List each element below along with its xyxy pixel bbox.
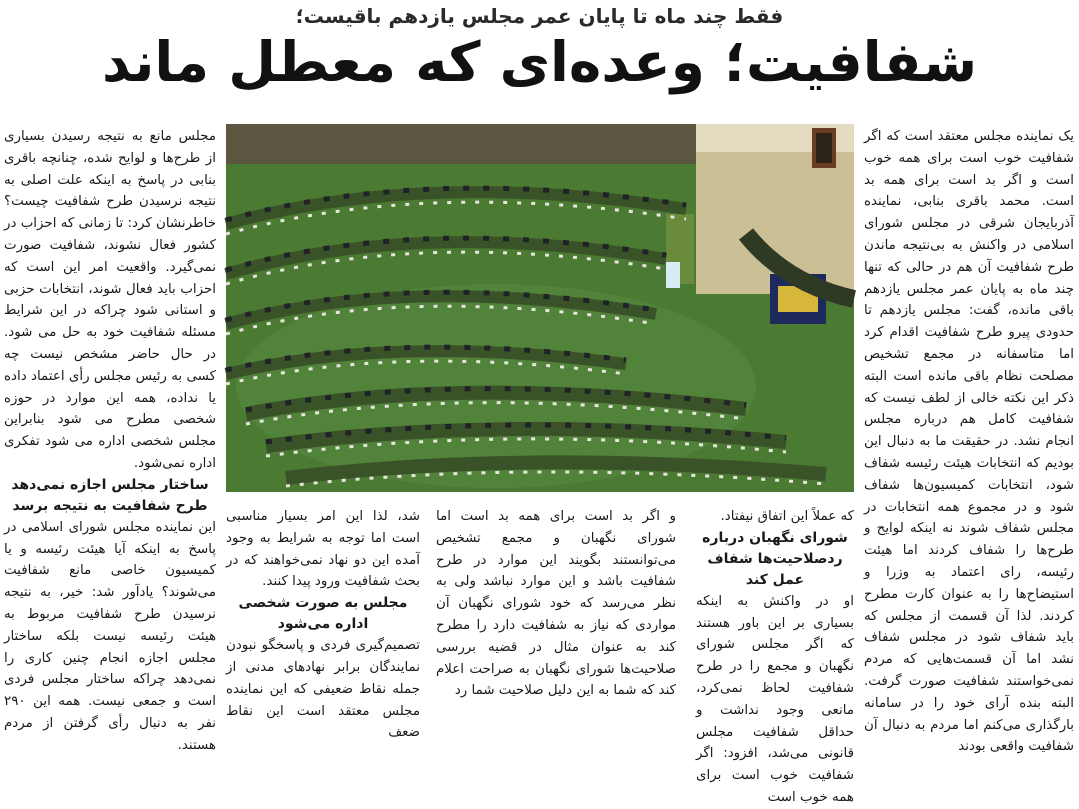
subheading-left: ساختار مجلس اجازه نمی‌دهد طرح شفافیت به نتیجه برسد	[11, 476, 209, 514]
column-bottom-1-text-top: که عملاً این اتفاق نیفتاد.	[720, 509, 854, 524]
photo-illustration	[226, 124, 854, 492]
column-right-text: یک نماینده مجلس معتقد است که اگر شفافیت خوب است برای همه خوب است و اگر بد است برای همه بد است. محمد باقری بنابی، نماینده آذربایجان شرقی در مجلس شورای اسلامی در واکنش به بی‌نتیجه ماندن طرح شفافیت آن هم در حالی که تنها چند ماه به پایان عمر مجلس یازدهم باقی مانده، گفت: مجلس یازدهم تا حدودی پیرو طرح شفافیت اقدام کرد اما متاسفانه در مجمع تشخیص مصلحت نظام باقی مانده است البته ذکر این نکته خالی از لطف نیست که شفافیت کامل هم درباره مجلس انجام نشد. در حقیقت ما به دنبال این بودیم که انتخابات هیئت رئیسه شفاف شود، انتخابات کمیسیون‌ها شفاف شود و در مجموع همه انتخابات در مجلس شفاف شوند نه اینکه لوایح و طرح‌ها را شفاف کردند اما هیئت رئیسه، رای اعتماد به وزرا و استیضاح‌ها را به عنوان کارت مطرح کردند. لذا آن قسمت از مجلس که باید شفاف شود در مجلس شفاف نشد اما آن قسمت‌هایی که مردم نمی‌خواستند شفافیت صورت گرفت. البته بنده آرای خود را در سامانه بارگذاری می‌کنم اما مردم به دنبال آن شفافیت واقعی بودند	[864, 129, 1074, 755]
column-bottom-1-text-bottom: او در واکنش به اینکه بسیاری بر این باور هستند که اگر مجلس شورای نگهبان و مجمع را در طرح شفافیت لحاظ نمی‌کرد، مانعی وجود نداشت و حداقل شفافیت مجلس قانونی می‌شد، افزود: اگر شفافیت خوب است برای همه خوب است	[696, 593, 854, 805]
subheading-bottom-3: مجلس به صورت شخصی اداره می‌شود	[238, 595, 408, 633]
column-bottom-1	[696, 506, 854, 805]
column-bottom-3	[226, 506, 420, 741]
column-left-text-top: مجلس مانع به نتیجه رسیدن بسیاری از طرح‌ها و لوایح شده، چنانچه باقری بنابی در پاسخ به اینکه علت اصلی به نتیجه نرسیدن طرح شفافیت چیست؟ خاطرنشان کرد: تا زمانی که احزاب در کشور فعال نشوند، شفافیت صورت نمی‌گیرد. واقعیت امر این است که احزاب باید فعال شوند، انتخابات حزبی و استانی شود چراکه در این شرایط مسئله شفافیت خود به حل می شود. در حال حاضر مشخص نیست چه کسی به رئیس مجلس رأی اعتماد داده یا نداده، همه این موارد در حوزه شخصی مطرح می شود بنابراین مجلس شخصی اداره می شود تفکری اداره نمی‌شود.	[4, 129, 216, 471]
column-bottom-3-text-top: شد، لذا این امر بسیار مناسبی است اما توجه به شرایط به وجود آمده این دو نهاد نمی‌خواهند که در بحث شفافیت ورود پیدا کنند.	[226, 509, 420, 590]
column-bottom-2	[436, 506, 676, 724]
column-right	[864, 126, 1074, 755]
column-left-text-bottom: این نماینده مجلس شورای اسلامی در پاسخ به اینکه آیا هیئت رئیسه و یا کمیسیون خاصی مانع شفافیت می‌شوند؟ یادآور شد: خیر، به نتیجه نرسیدن طرح شفافیت مربوط به هیئت رئیسه نیست بلکه ساختار مجلس اجازه انجام چنین کاری را نمی‌دهد چراکه ساختار مجلس فردی است و جمعی نیست. همه این ۲۹۰ نفر به دنبال رأی گرفتن از مردم هستند.	[4, 519, 216, 753]
parliament-photo	[226, 124, 854, 492]
column-left	[4, 126, 216, 753]
kicker: فقط چند ماه تا پایان عمر مجلس یازدهم باقیست؛	[295, 4, 784, 28]
column-bottom-2-text: و اگر بد است برای همه بد است اما شورای نگهبان و مجمع تشخیص می‌توانستند بگویند این موارد در طرح شفافیت باشد و این موارد نباشد ولی به نظر می‌رسد که خود شورای نگهبان آن مواردی که نیاز به شفافیت دارد را مطرح کند به عنوان مثال در قضیه بررسی صلاحیت‌ها شورای نگهبان به صراحت اعلام کند که شما به این دلیل صلاحیت شما رد	[436, 509, 676, 699]
column-bottom-3-text-bottom: تصمیم‌گیری فردی و پاسخگو نبودن نمایندگان برابر نهادهای مدنی از جمله نقاط ضعیفی که این نماینده مجلس معتقد است این نقاط ضعف	[226, 638, 420, 741]
subheading-bottom-1: شورای نگهبان درباره ردصلاحیت‌ها شفاف عمل کند	[702, 529, 848, 588]
headline: شفافیت؛ وعده‌ای که معطل ماند	[101, 30, 978, 94]
